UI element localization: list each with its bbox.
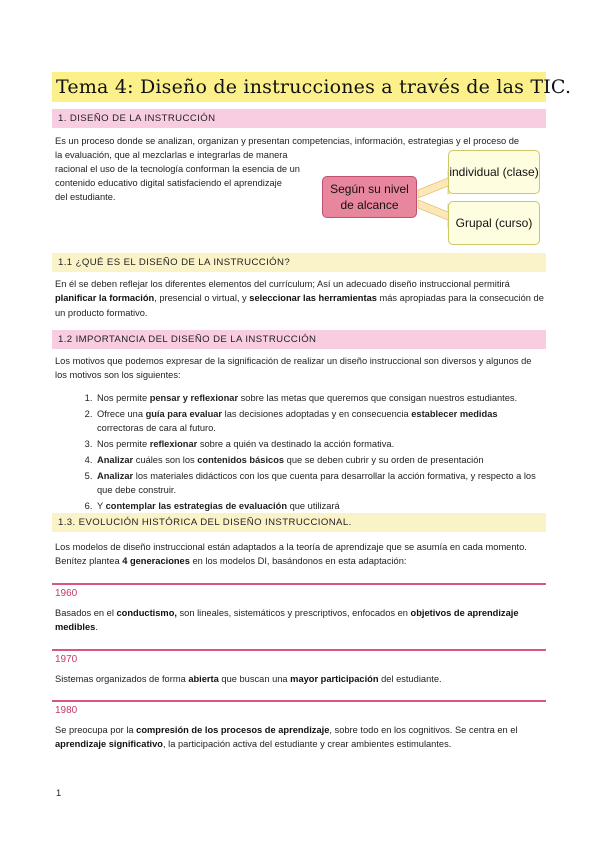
- list-item: 3. Nos permite reflexionar sobre a quién va destinado la acción formativa.: [95, 438, 545, 452]
- list-item: 2. Ofrece una guía para evaluar las decisiones adoptadas y en consecuencia establecer medidas correctoras de cara al futuro.: [95, 408, 545, 436]
- list-item: 1. Nos permite pensar y reflexionar sobre las metas que queremos que consigan nuestros estudiantes.: [95, 392, 545, 406]
- diagram-center-node: Según su nivel de alcance: [322, 176, 417, 218]
- section-1-2-intro: Los motivos que podemos expresar de la significación de realizar un diseño instruccional son diversos y algunos de los motivos son los siguientes:: [55, 356, 532, 381]
- section-1-heading: 1. DISEÑO DE LA INSTRUCCIÓN: [52, 109, 546, 128]
- section-1-1-paragraph: En él se deben reflejar los diferentes elementos del currículum; Así un adecuado diseño instruccional permitirá planificar la formación, presencial o virtual, y seleccionar las herramientas más apropiadas para la consecución de un producto formativo.: [55, 279, 544, 318]
- era-divider: [52, 700, 546, 702]
- intro-body: la evaluación, que al mezclarlas e integrarlas de manera racional el uso de la tecnología conforman la esencia de un contenido educativo digital satisfaciendo el aprendizaje: [55, 150, 300, 188]
- list-item: 4. Analizar cuáles son los contenidos básicos que se deben cubrir y su orden de presentación: [95, 454, 545, 468]
- era-description-1960: Basados en el conductismo, son lineales, sistemáticos y prescriptivos, enfocados en objetivos de aprendizaje medibles.: [55, 608, 519, 633]
- list-item: 5. Analizar los materiales didácticos con los que cuenta para desarrollar la acción formativa, y respecto a los que debe construir.: [95, 470, 545, 498]
- section-1-3-paragraph: Los modelos de diseño instruccional están adaptados a la teoría de aprendizaje que se asumía en cada momento. Benítez plantea 4 generaciones en los modelos DI, basándonos en esta adaptación:: [55, 542, 527, 567]
- list-item: 6. Y contemplar las estrategias de evaluación que utilizará: [95, 500, 545, 514]
- motives-list: [55, 392, 545, 516]
- intro-line-1: Es un proceso donde se analizan, organizan y presentan competencias, información, estrategias y el proceso de: [55, 136, 520, 146]
- era-year-1960: 1960: [55, 588, 78, 599]
- era-year-1980: 1980: [55, 705, 78, 716]
- diagram-node-grupal: Grupal (curso): [448, 201, 540, 245]
- page-title: Tema 4: Diseño de instrucciones a través de las TIC.: [56, 76, 572, 98]
- section-1-2-heading: 1.2 IMPORTANCIA DEL DISEÑO DE LA INSTRUCCIÓN: [52, 330, 546, 349]
- page-number: 1: [56, 788, 62, 798]
- intro-last: del estudiante.: [55, 192, 116, 202]
- era-divider: [52, 649, 546, 651]
- section-1-3-heading: 1.3. EVOLUCIÓN HISTÓRICA DEL DISEÑO INSTRUCCIONAL.: [52, 513, 546, 532]
- era-description-1970: Sistemas organizados de forma abierta que buscan una mayor participación del estudiante.: [55, 674, 442, 684]
- era-year-1970: 1970: [55, 654, 78, 665]
- section-1-1-heading: 1.1 ¿QUÉ ES EL DISEÑO DE LA INSTRUCCIÓN?: [52, 253, 546, 272]
- era-description-1980: Se preocupa por la compresión de los procesos de aprendizaje, sobre todo en los cognitivos. Se centra en el aprendizaje significativo, la participación activa del estudiante y crear ambientes estimulantes.: [55, 725, 518, 750]
- era-divider: [52, 583, 546, 585]
- diagram-node-individual: individual (clase): [448, 150, 540, 194]
